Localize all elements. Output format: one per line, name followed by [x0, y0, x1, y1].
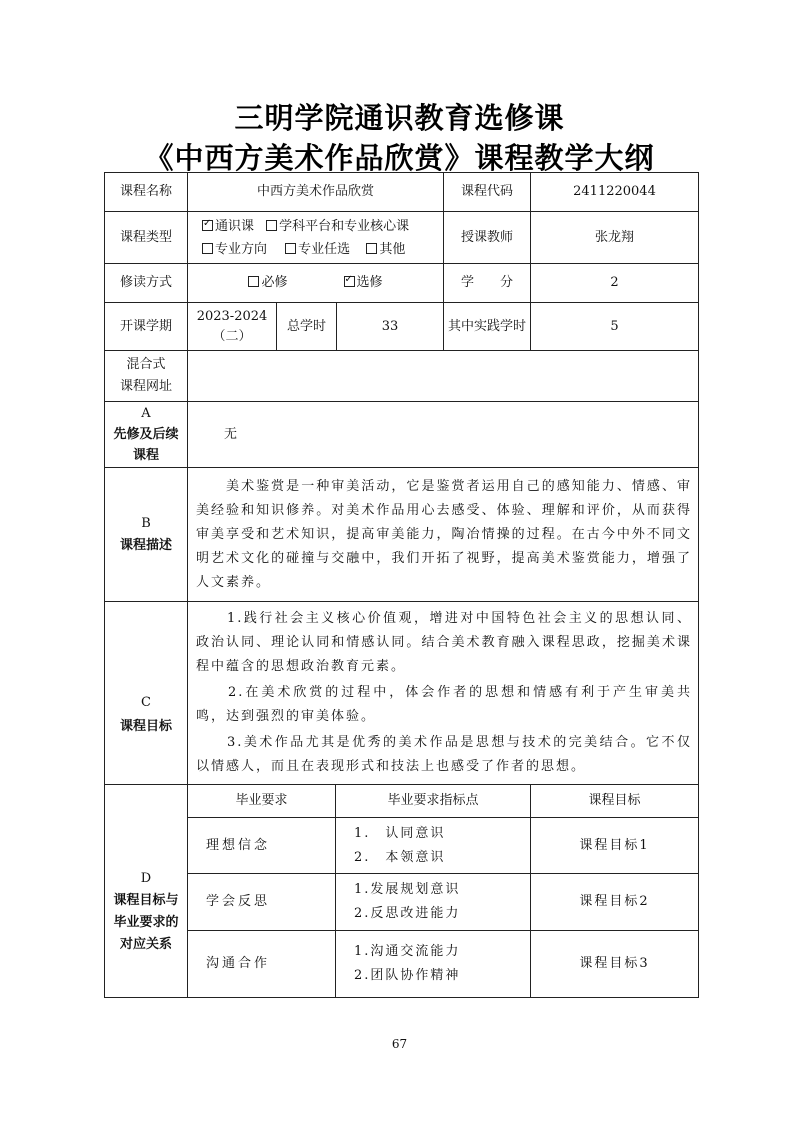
section-c-label-text: 课程目标	[119, 719, 172, 734]
blended-label-line-2: 课程网址	[119, 379, 172, 394]
blended-url-value	[187, 350, 699, 402]
section-d-label-line-1: 课程目标与	[113, 893, 179, 908]
d-row-2-point-2: 2.反思改进能力	[354, 906, 461, 921]
course-type-label: 课程类型	[104, 211, 188, 264]
section-b-content	[187, 467, 699, 602]
study-mode-options	[187, 263, 444, 303]
d-row-2-point-1: 1.发展规划意识	[354, 882, 461, 897]
d-row-1-points	[335, 817, 531, 874]
checkbox-icon	[366, 243, 377, 254]
section-d-letter: D	[140, 871, 152, 886]
d-row-3-goal: 课程目标3	[530, 930, 699, 998]
blended-url-label	[104, 350, 188, 402]
term-label: 开课学期	[104, 302, 188, 351]
type-option-other[interactable]: 其他	[366, 242, 405, 257]
type-option-direction[interactable]: 专业方向	[202, 242, 267, 257]
teacher-label: 授课教师	[443, 211, 531, 264]
type-option-elective[interactable]: 专业任选	[285, 242, 350, 257]
total-hours-value: 33	[336, 302, 444, 351]
term-value	[187, 302, 277, 351]
d-row-2-goal: 课程目标2	[530, 873, 699, 931]
section-a-label	[104, 401, 188, 468]
section-d-label-line-3: 对应关系	[119, 937, 172, 952]
study-mode-label: 修读方式	[104, 263, 188, 303]
course-objective-3: 3.美术作品尤其是优秀的美术作品是思想与技术的完美结合。它不仅以情感人，而且在表现形式和技法上也感受了作者的思想。	[196, 735, 692, 774]
course-code-value: 2411220044	[530, 172, 699, 212]
type-option-core[interactable]: 学科平台和专业核心课	[266, 219, 409, 234]
mode-option-elective[interactable]: ✓ 选修	[344, 273, 383, 293]
d-row-1-point-1: 1. 认同意识	[354, 825, 446, 841]
section-c-letter: C	[141, 695, 151, 710]
checkbox-icon	[202, 243, 213, 254]
d-header-indicator: 毕业要求指标点	[335, 784, 531, 818]
d-row-3-requirement: 沟通合作	[187, 930, 336, 998]
credit-value: 2	[530, 263, 699, 303]
section-b-label-text: 课程描述	[119, 537, 172, 553]
mode-option-required[interactable]: 必修	[248, 273, 287, 293]
d-row-2-points	[335, 873, 531, 931]
d-header-goal: 课程目标	[530, 784, 699, 818]
d-row-3-point-1: 1.沟通交流能力	[354, 944, 461, 959]
section-d-label-line-2: 毕业要求的	[113, 915, 179, 930]
d-row-3-points	[335, 930, 531, 998]
checkbox-icon	[248, 276, 259, 287]
document-title-line-2: 《中西方美术作品欣赏》课程教学大纲	[144, 141, 655, 175]
d-row-3-point-2: 2.团队协作精神	[354, 968, 461, 983]
section-c-content	[187, 601, 699, 785]
d-row-2-requirement: 学会反思	[187, 873, 336, 931]
section-a-letter: A	[141, 406, 151, 421]
section-a-label-line-1: 先修及后续	[113, 427, 179, 442]
d-row-1-requirement: 理想信念	[187, 817, 336, 874]
term-part: （二）	[212, 328, 252, 344]
term-year: 2023-2024	[196, 308, 268, 324]
page-number: 67	[391, 1037, 408, 1051]
teacher-value: 张龙翔	[530, 211, 699, 264]
document-title-line-1: 三明学院通识教育选修课	[234, 101, 565, 135]
total-hours-label: 总学时	[276, 302, 337, 351]
blended-label-line-1: 混合式	[126, 357, 166, 372]
practice-hours-value: 5	[530, 302, 699, 351]
d-header-requirement: 毕业要求	[187, 784, 336, 818]
course-type-options	[187, 211, 444, 264]
section-b-letter: B	[141, 515, 151, 531]
course-objective-1: 1.践行社会主义核心价值观，增进对中国特色社会主义的思想认同、政治认同、理论认同和情感认同。结合美术教育融入课程思政，挖掘美术课程中蕴含的思想政治教育元素。	[196, 611, 692, 674]
practice-hours-label: 其中实践学时	[443, 302, 531, 351]
course-name-label: 课程名称	[104, 172, 188, 212]
course-description-text: 美术鉴赏是一种审美活动，它是鉴赏者运用自己的感知能力、情感、审美经验和知识修养。对美术作品用心去感受、体验、理解和评价，从而获得审美享受和艺术知识，提高审美能力，陶冶情操的过程。在古今中外不同文明艺术文化的碰撞与交融中，我们开拓了视野，提高美术鉴赏能力，增强了人文素养。	[196, 478, 692, 590]
course-objective-2: 2.在美术欣赏的过程中，体会作者的思想和情感有利于产生审美共鸣，达到强烈的审美体验。	[196, 685, 692, 724]
checkbox-icon	[285, 243, 296, 254]
d-row-1-point-2: 2. 本领意识	[354, 849, 446, 865]
credit-label: 学 分	[443, 263, 531, 303]
section-c-label	[104, 601, 188, 785]
section-b-label	[104, 467, 188, 602]
checkbox-checked-icon	[202, 220, 213, 231]
checkbox-icon	[266, 220, 277, 231]
type-option-general[interactable]: ✓通识课	[202, 219, 254, 234]
section-a-label-line-2: 课程	[132, 448, 159, 463]
course-name-value: 中西方美术作品欣赏	[187, 172, 444, 212]
course-code-label: 课程代码	[443, 172, 531, 212]
checkbox-checked-icon	[344, 276, 355, 287]
section-a-content: 无	[187, 401, 699, 468]
section-d-label	[104, 784, 188, 998]
d-row-1-goal: 课程目标1	[530, 817, 699, 874]
